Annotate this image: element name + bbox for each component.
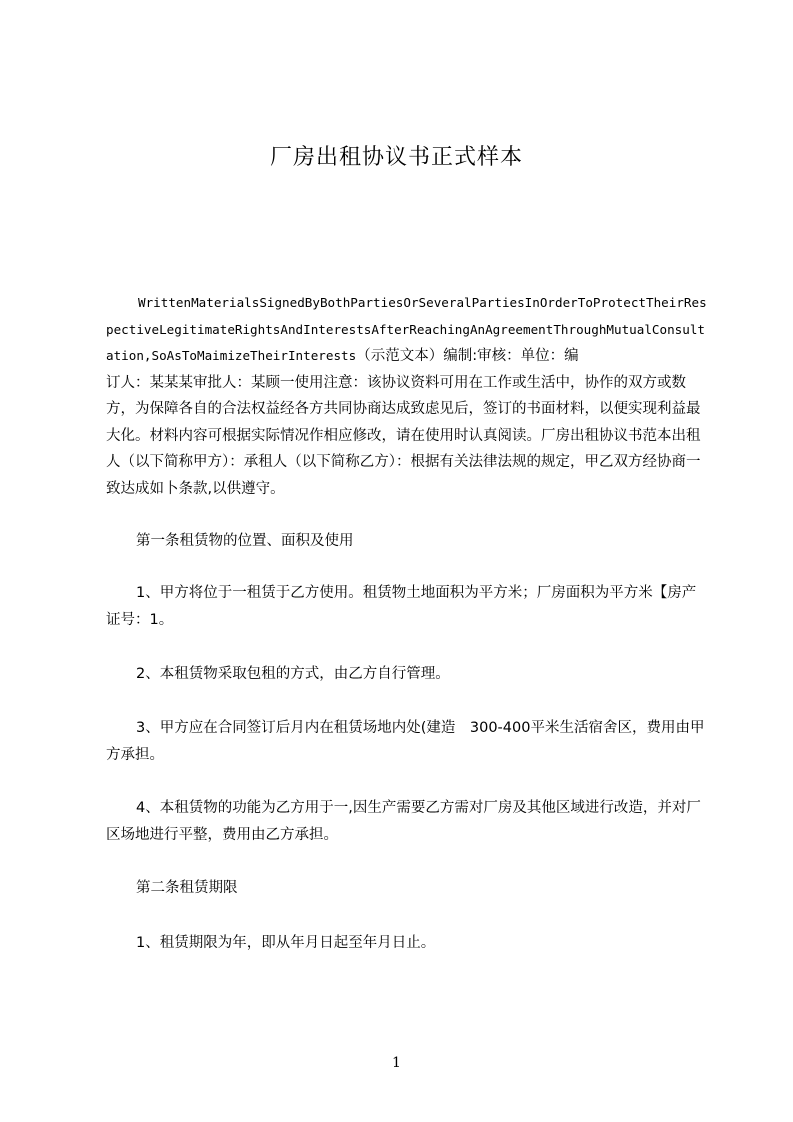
clause-item-1: 1、甲方将位于一租赁于乙方使用。租赁物土地面积为平方米；厂房面积为平方米【房产证号：1。 — [106, 585, 697, 628]
document-title: 厂房出租协议书正式样本 — [269, 145, 523, 170]
intro-cn-tail: （示范文本）编制:审核：单位：编 — [356, 348, 579, 364]
page-number: 1 — [392, 1055, 401, 1071]
clause-item-3: 3、甲方应在合同签订后月内在租赁场地内处(建造 300-400平米生活宿舍区，费用由甲方承担。 — [106, 720, 705, 763]
intro-rest-text: 订人：某某某审批人：某顾一使用注意：该协议资料可用在工作或生活中，协作的双方或数方，为保障各自的合法权益经各方共同协商达成致虑见后，签订的书面材料，以便实现利益最大化。材料内容可根据实际情况作相应修改，请在使用时认真阅读。厂房出租协议书范本出租人（以下简称甲方）：承租人（以下简称乙方）：根据有关法律法规的规定，甲乙双方经协商一致达成如卜条款,以供遵守。 — [106, 374, 701, 497]
clause-item-5: 1、租赁期限为年，即从年月日起至年月日止。 — [136, 935, 436, 951]
section-heading-2: 第二条租赁期限 — [136, 880, 238, 896]
clause-item-2: 2、本租赁物采取包租的方式，由乙方自行管理。 — [136, 666, 450, 682]
intro-latin-text: WrittenMaterialsSignedByBothPartiesOrSeveralPartiesInOrderToProtectTheirRespectiveLegitimateRightsAndInterestsAfterReachingAnAgreementThroughMutualConsultation,SoAsToMaimizeTheirInterests — [106, 295, 707, 363]
intro-latin-line — [106, 290, 710, 370]
clause-item-4: 4、本租赁物的功能为乙方用于一,因生产需要乙方需对厂房及其他区域进行改造，并对厂区场地进行平整，费用由乙方承担。 — [106, 800, 701, 843]
section-heading-1: 第一条租赁物的位置、面积及使用 — [136, 533, 354, 549]
intro-paragraph — [106, 290, 710, 502]
